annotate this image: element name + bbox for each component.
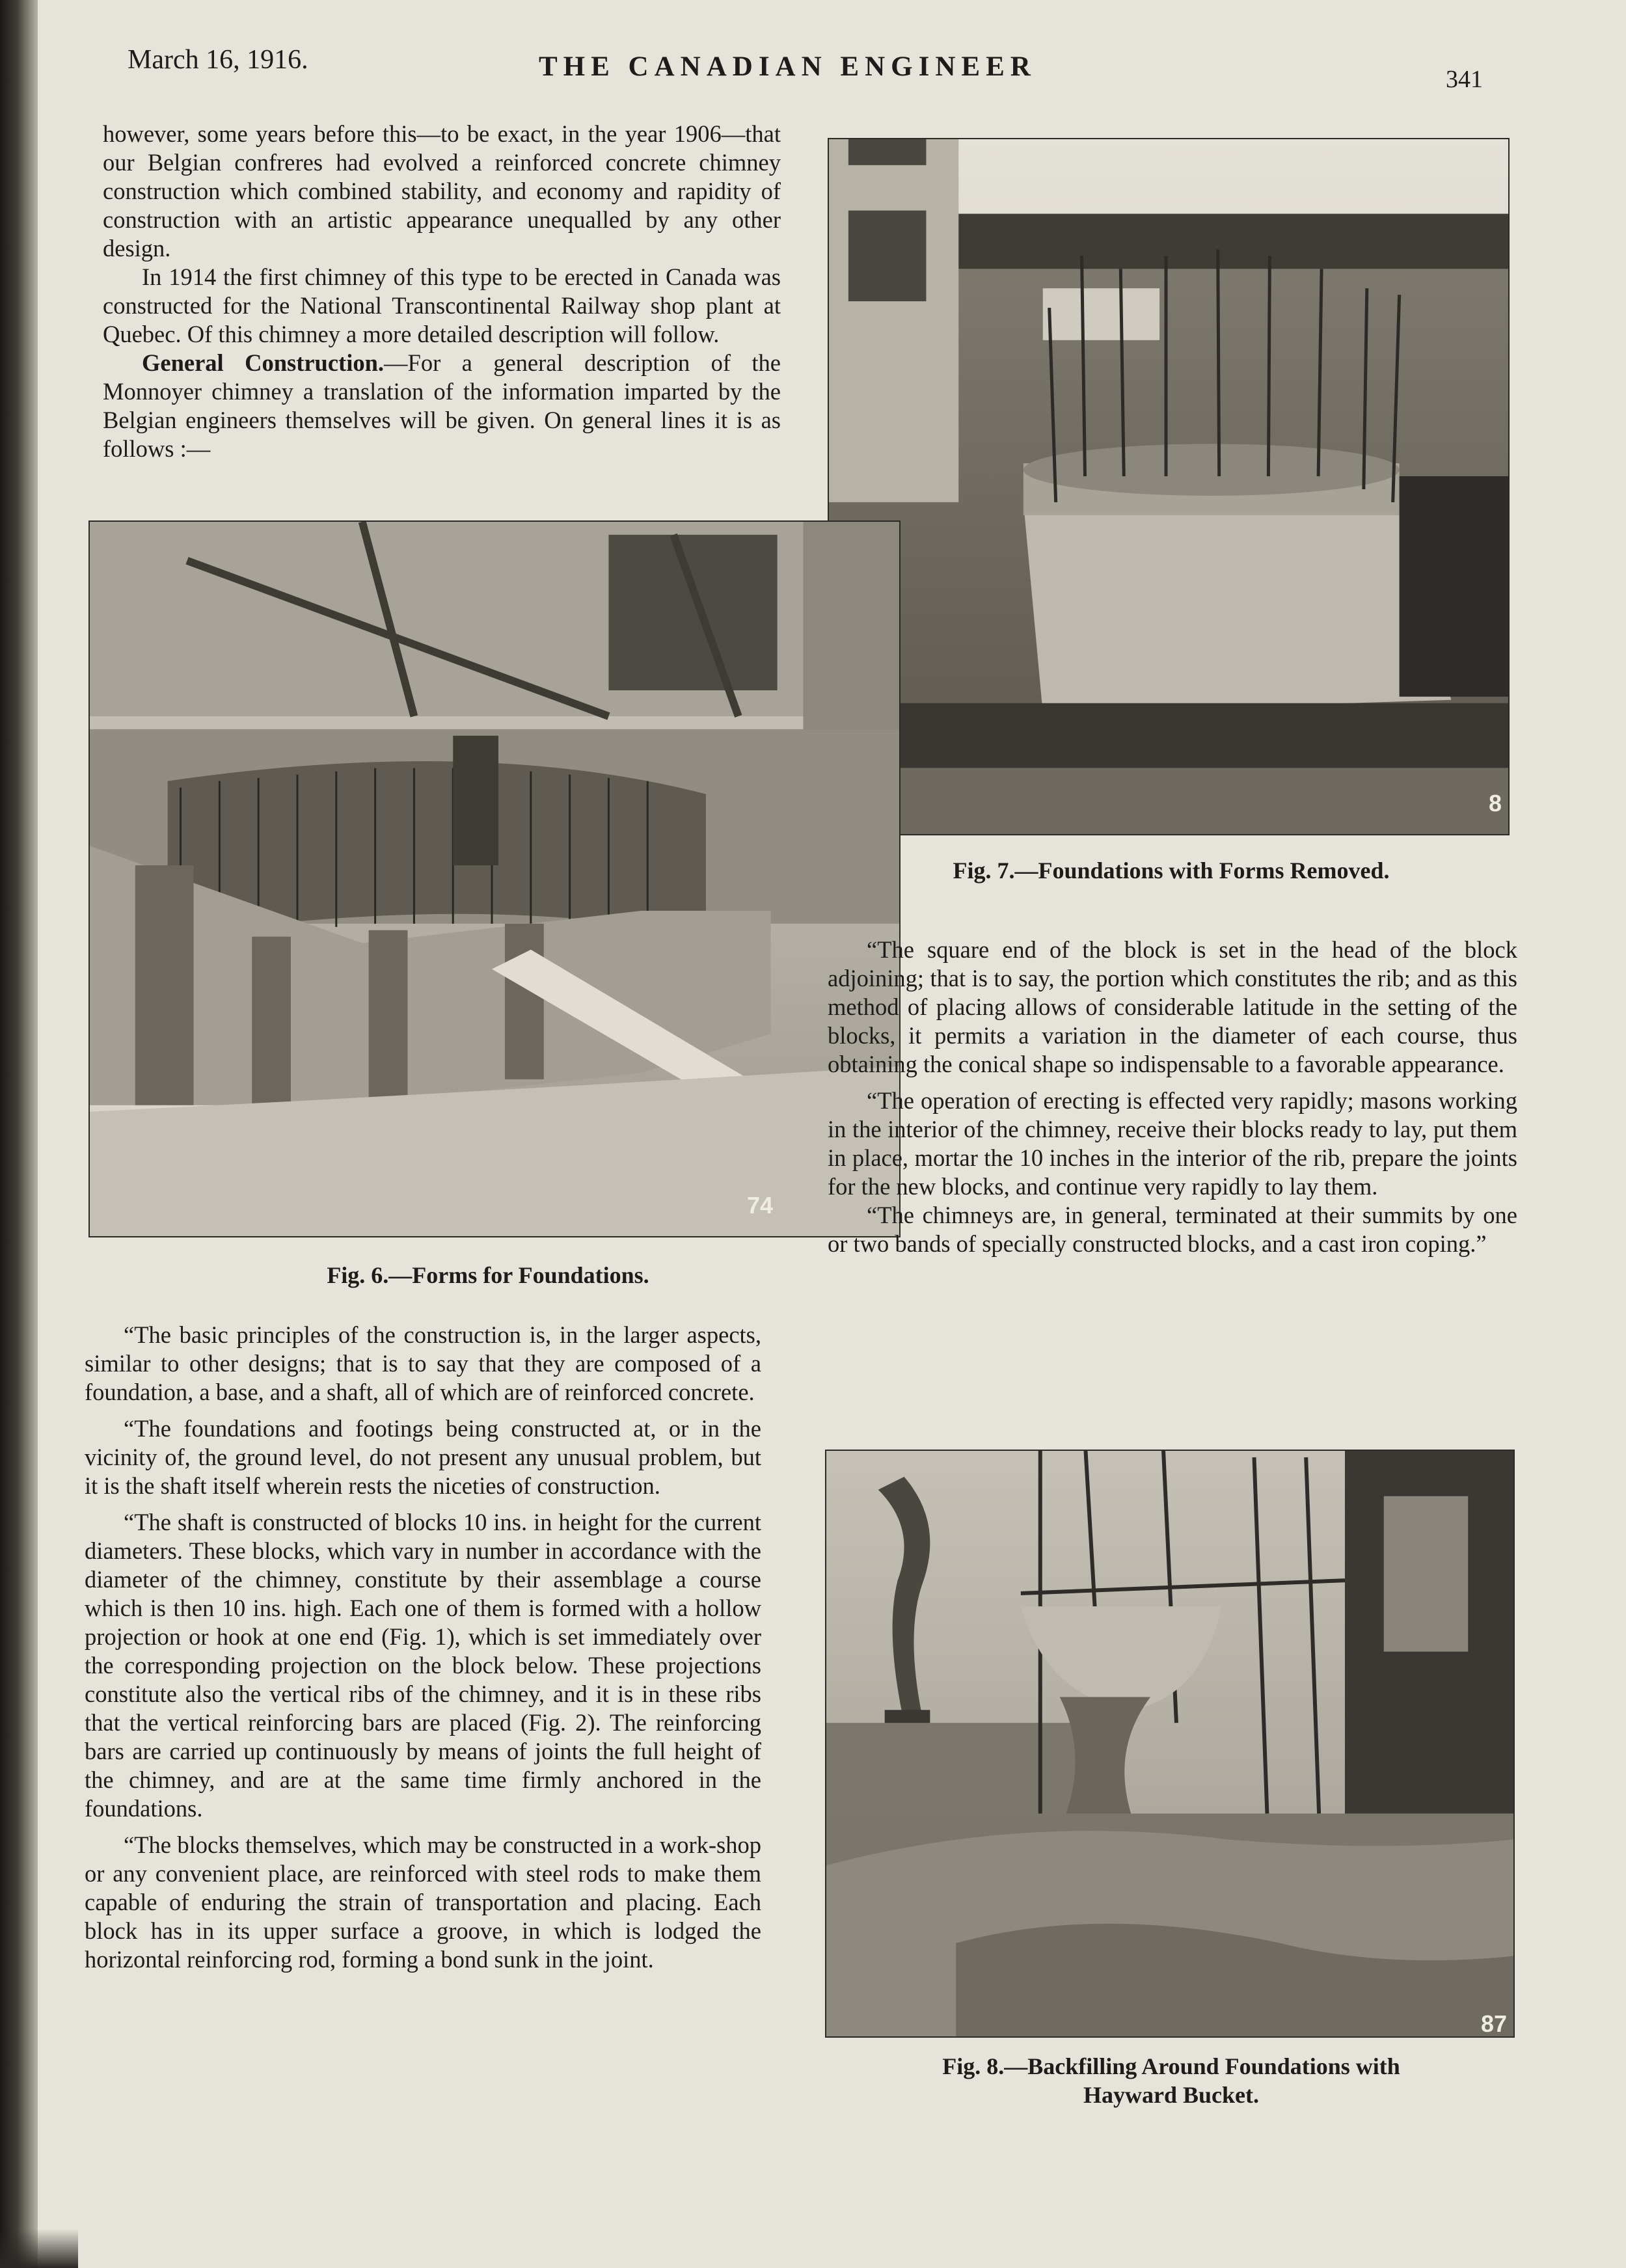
- journal-title: THE CANADIAN ENGINEER: [539, 51, 1037, 82]
- photo-number-mark: 8: [1488, 790, 1502, 817]
- paragraph: In 1914 the first chimney of this type to be erected in Canada was constructed for the National Transcontinental Railway shop plant at Quebec. Of this chimney a more detailed description will follow.: [103, 263, 781, 347]
- paragraph: “The shaft is constructed of blocks 10 ins. in height for the current diameters. These blocks, which vary in number in accordance with the diameter of the chimney, constitute by their assemblage a course which is then 10 ins. high. Each one of them is formed with a hollow projection or hook at one end (Fig. 1), which is set immediately over the corresponding projection on the block below. These projections constitute also the vertical ribs of the chimney, and it is in these ribs that the vertical reinforcing bars are placed (Fig. 2). The reinforcing bars are carried up continuously by means of joints the full height of the chimney, and are at the same time firmly anchored in the foundations.: [85, 1509, 761, 1822]
- photo-number-mark: 74: [747, 1192, 774, 1219]
- section-text: —For a general description of the Monnoyer chimney a translation of the information imparted by the Belgian engineers themselves will be given. On general lines it is as follows :—: [103, 349, 781, 462]
- fig7-photo: [828, 138, 1510, 835]
- paragraph: [103, 349, 781, 463]
- photo-number-mark: 87: [1480, 2010, 1507, 2037]
- paragraph: “The blocks themselves, which may be constructed in a work-shop or any convenient place, are reinforced with steel rods to make them capable of enduring the strain of transportation and placing. Each block has in its upper surface a groove, in which is lodged the horizontal reinforcing rod, forming a bond sunk in the joint.: [85, 1831, 761, 1973]
- paragraph: however, some years before this—to be exact, in the year 1906—that our Belgian confreres had evolved a reinforced concrete chimney construction which combined stability, and economy and rapidity of construction with an artistic appearance unequalled by any other design.: [103, 120, 781, 262]
- fig7-caption: Fig. 7.—Foundations with Forms Removed.: [953, 857, 1390, 884]
- header-date: March 16, 1916.: [128, 45, 308, 75]
- paragraph: “The square end of the block is set in the head of the block adjoining; that is to say, the portion which constitutes the rib; and as this method of placing allows of considerable latitude in the setting of the blocks, it permits a variation in the diameter of each course, thus obtaining the conical shape so indispensable to a favorable appearance.: [828, 936, 1517, 1077]
- top-text-block: [103, 120, 781, 463]
- paragraph: “The operation of erecting is effected very rapidly; masons working in the interior of the chimney, receive their blocks ready to lay, put them in place, mortar the 10 inches in the interior of the rib, prepare the joints for the new blocks, and continue very rapidly to lay them.: [828, 1087, 1517, 1200]
- book-spine-shadow: [0, 0, 38, 2268]
- caption-line: Hayward Bucket.: [1083, 2082, 1259, 2108]
- page-number: 341: [1446, 66, 1483, 93]
- left-text-column: [85, 1321, 761, 1974]
- fig6-caption: Fig. 6.—Forms for Foundations.: [327, 1262, 649, 1288]
- page-corner-shadow: [0, 2229, 78, 2268]
- section-heading: General Construction.: [142, 349, 385, 376]
- paragraph: “The basic principles of the construction is, in the larger aspects, similar to other designs; that is to say that they are composed of a foundation, a base, and a shaft, all of which are of reinforced concrete.: [85, 1321, 761, 1405]
- fig8-caption: [839, 2052, 1503, 2109]
- fig8-photo: [825, 1450, 1515, 2038]
- right-text-column: [828, 936, 1517, 1258]
- caption-line: Fig. 8.—Backfilling Around Foundations with: [942, 2053, 1400, 2079]
- paragraph: “The chimneys are, in general, terminated at their summits by one or two bands of specially constructed blocks, and a cast iron coping.”: [828, 1202, 1517, 1257]
- fig6-photo: [88, 520, 901, 1237]
- paragraph: “The foundations and footings being constructed at, or in the vicinity of, the ground level, do not present any unusual problem, but it is the shaft itself wherein rests the niceties of construction.: [85, 1415, 761, 1499]
